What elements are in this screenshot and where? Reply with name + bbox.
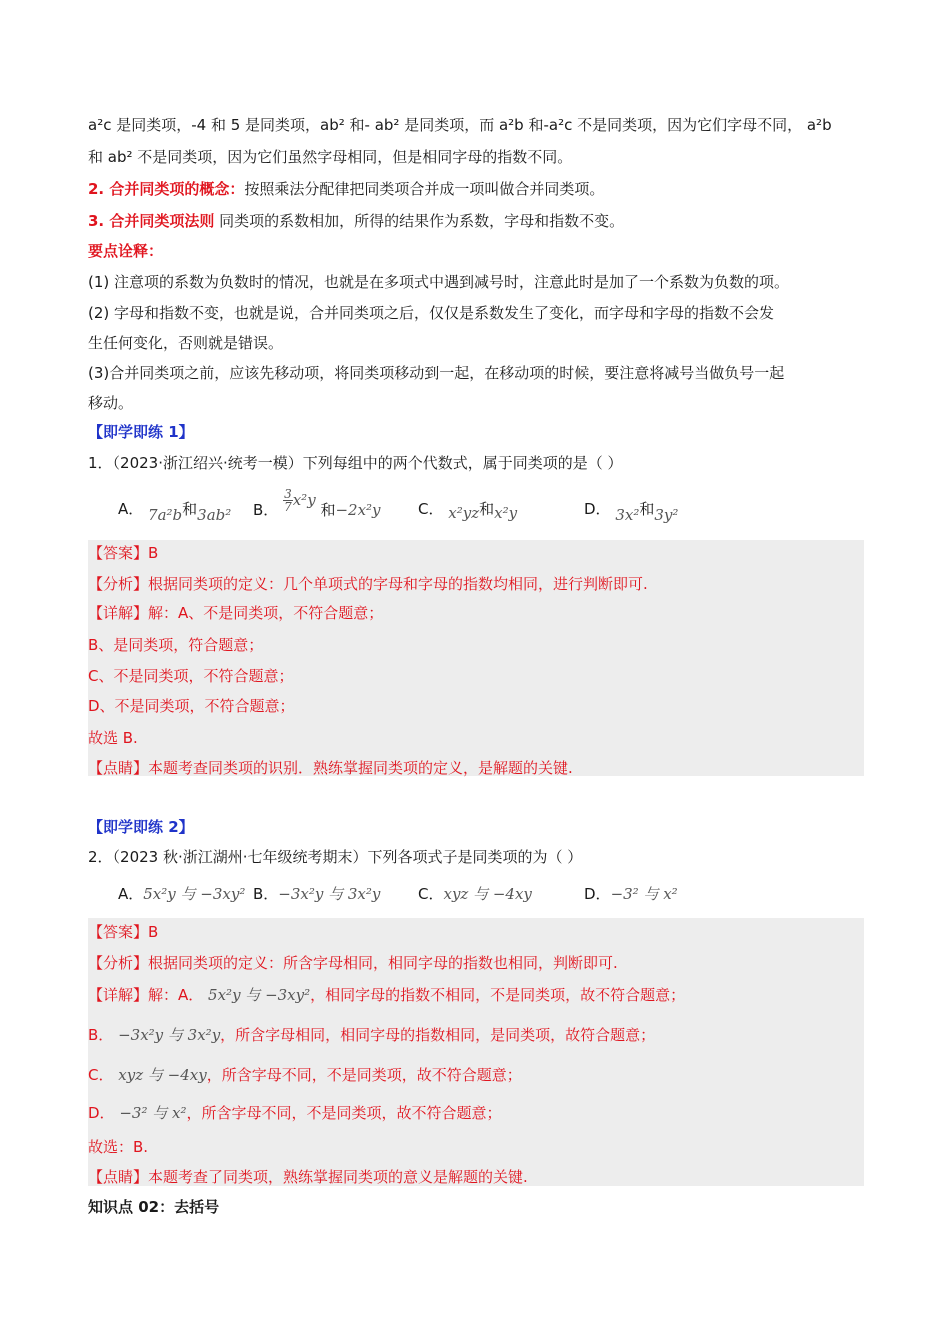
p1-option-a-left: 7a²b — [148, 506, 183, 524]
p1-answer: 【答案】B — [88, 544, 159, 562]
p1-option-b-and: 和 — [320, 501, 336, 519]
p1-option-d-right: 3y² — [654, 506, 679, 524]
p2-detail-b-prefix: B． — [88, 1026, 114, 1044]
notes-title: 要点诠释： — [88, 242, 164, 260]
p1-option-d-left: 3x² — [615, 506, 640, 524]
p1-option-b-den: 7 — [284, 500, 292, 514]
concept-2-num: 2. — [88, 180, 110, 198]
p1-option-c-right: x²y — [494, 504, 518, 522]
p2-detail-prefix: 【详解】解：A． — [88, 986, 204, 1004]
p2-option-a-label: A． — [118, 885, 144, 903]
p2-detail-d-prefix: D． — [88, 1104, 115, 1122]
p2-option-a — [118, 883, 245, 905]
note-2a: (2) 字母和指数不变，也就是说，合并同类项之后，仅仅是系数发生了变化，而字母和字母的指数不会发 — [88, 304, 775, 322]
p2-detail-b — [88, 1024, 655, 1046]
intro-line-1: a²c 是同类项，-4 和 5 是同类项，ab² 和- ab² 是同类项，而 a²b 和-a²c 不是同类项，因为它们字母不同， a²b — [88, 116, 832, 134]
p2-choose: 故选：B. — [88, 1138, 149, 1156]
p2-detail-b-expr: −3x²y 与 3x²y — [118, 1026, 221, 1044]
p2-option-a-expr: 5x²y 与 −3xy² — [143, 885, 246, 903]
p1-option-c — [418, 498, 517, 520]
p1-option-b-num: 3 — [284, 487, 292, 501]
note-1: (1) 注意项的系数为负数时的情况，也就是在多项式中遇到减号时，注意此时是加了一个系数为负数的项。 — [88, 273, 790, 291]
p1-option-d — [584, 498, 679, 524]
p2-detail-c-prefix: C． — [88, 1066, 114, 1084]
p1-option-a-label: A． — [118, 500, 144, 518]
p2-detail-d-expr: −3² 与 x² — [119, 1104, 187, 1122]
p1-option-a-right: 3ab² — [197, 506, 232, 524]
intro-line-2: 和 ab² 不是同类项，因为它们虽然字母相同，但是相同字母的指数不同。 — [88, 148, 573, 166]
p2-comment: 【点睛】本题考查了同类项，熟练掌握同类项的意义是解题的关键. — [88, 1168, 528, 1186]
p2-solution-box — [88, 918, 864, 1186]
p2-analysis: 【分析】根据同类项的定义：所含字母相同，相同字母的指数也相同，判断即可. — [88, 954, 618, 972]
p2-detail-c — [88, 1064, 522, 1086]
p1-option-b-label: B． — [253, 501, 279, 519]
next-section-heading: 知识点 02：去括号 — [88, 1198, 220, 1216]
concept-2-text: 按照乘法分配律把同类项合并成一项叫做合并同类项。 — [244, 180, 605, 198]
p1-option-c-and: 和 — [479, 500, 495, 518]
note-3b: 移动。 — [88, 394, 134, 412]
practice-1-label: 【即学即练 1】 — [88, 423, 194, 441]
p2-option-c-label: C． — [418, 885, 444, 903]
concept-2-title: 合并同类项的概念： — [109, 180, 245, 198]
p1-option-c-left: x²yz — [448, 504, 480, 522]
p2-option-d-expr: −3² 与 x² — [610, 885, 678, 903]
p2-option-b-label: B． — [253, 885, 279, 903]
p2-detail-d — [88, 1102, 502, 1124]
p1-comment: 【点睛】本题考查同类项的识别．熟练掌握同类项的定义，是解题的关键. — [88, 759, 573, 777]
p1-option-b-right: −2x²y — [335, 501, 381, 519]
practice-1-question: 1．（2023·浙江绍兴·统考一模）下列每组中的两个代数式，属于同类项的是（ ） — [88, 454, 623, 472]
p1-detail-b: B、是同类项，符合题意； — [88, 636, 264, 654]
concept-3-title: 合并同类项法则 — [109, 212, 215, 230]
p2-detail-expr: 5x²y 与 −3xy² — [208, 986, 311, 1004]
p1-option-c-label: C． — [418, 500, 444, 518]
concept-2 — [88, 178, 604, 200]
p1-choose: 故选 B. — [88, 729, 138, 747]
p2-option-b-expr: −3x²y 与 3x²y — [278, 885, 381, 903]
p1-option-a — [118, 498, 232, 524]
concept-3 — [88, 210, 624, 232]
note-2b: 生任何变化，否则就是错误。 — [88, 334, 284, 352]
p1-analysis: 【分析】根据同类项的定义：几个单项式的字母和字母的指数均相同，进行判断即可. — [88, 575, 648, 593]
p2-option-c — [418, 883, 532, 905]
p1-option-d-and: 和 — [639, 500, 655, 518]
p1-solution-box — [88, 540, 864, 776]
p2-option-c-expr: xyz 与 −4xy — [443, 885, 532, 903]
p2-detail-c-text: ，所含字母不同，不是同类项，故不符合题意； — [206, 1066, 522, 1084]
p2-option-b — [253, 883, 380, 905]
p1-detail-c: C、不是同类项，不符合题意； — [88, 667, 294, 685]
p2-option-d — [584, 883, 678, 905]
p2-detail-c-expr: xyz 与 −4xy — [118, 1066, 207, 1084]
p2-detail-b-text: ，所含字母相同，相同字母的指数相同，是同类项，故符合题意； — [220, 1026, 656, 1044]
note-3a: (3)合并同类项之前，应该先移动项，将同类项移动到一起，在移动项的时候，要注意将减号当做负号一起 — [88, 364, 785, 382]
p1-option-d-label: D． — [584, 500, 611, 518]
p1-detail-d: D、不是同类项，不符合题意； — [88, 697, 295, 715]
practice-2-question: 2．（2023 秋·浙江湖州·七年级统考期末）下列各项式子是同类项的为（ ） — [88, 848, 583, 866]
p1-option-b-left: x²y — [292, 491, 316, 509]
p1-option-b — [253, 487, 381, 519]
concept-3-num: 3. — [88, 212, 110, 230]
p2-answer: 【答案】B — [88, 923, 159, 941]
p2-option-d-label: D． — [584, 885, 611, 903]
practice-2-label: 【即学即练 2】 — [88, 818, 194, 836]
concept-3-text: 同类项的系数相加，所得的结果作为系数，字母和指数不变。 — [214, 212, 625, 230]
p2-detail-text: ，相同字母的指数不相同，不是同类项，故不符合题意； — [310, 986, 686, 1004]
p1-option-b-fraction — [283, 488, 293, 513]
p1-detail: 【详解】解：A、不是同类项，不符合题意； — [88, 604, 384, 622]
p2-detail — [88, 984, 685, 1006]
p1-option-a-and: 和 — [182, 500, 198, 518]
p2-detail-d-text: ，所含字母不同，不是同类项，故不符合题意； — [186, 1104, 502, 1122]
